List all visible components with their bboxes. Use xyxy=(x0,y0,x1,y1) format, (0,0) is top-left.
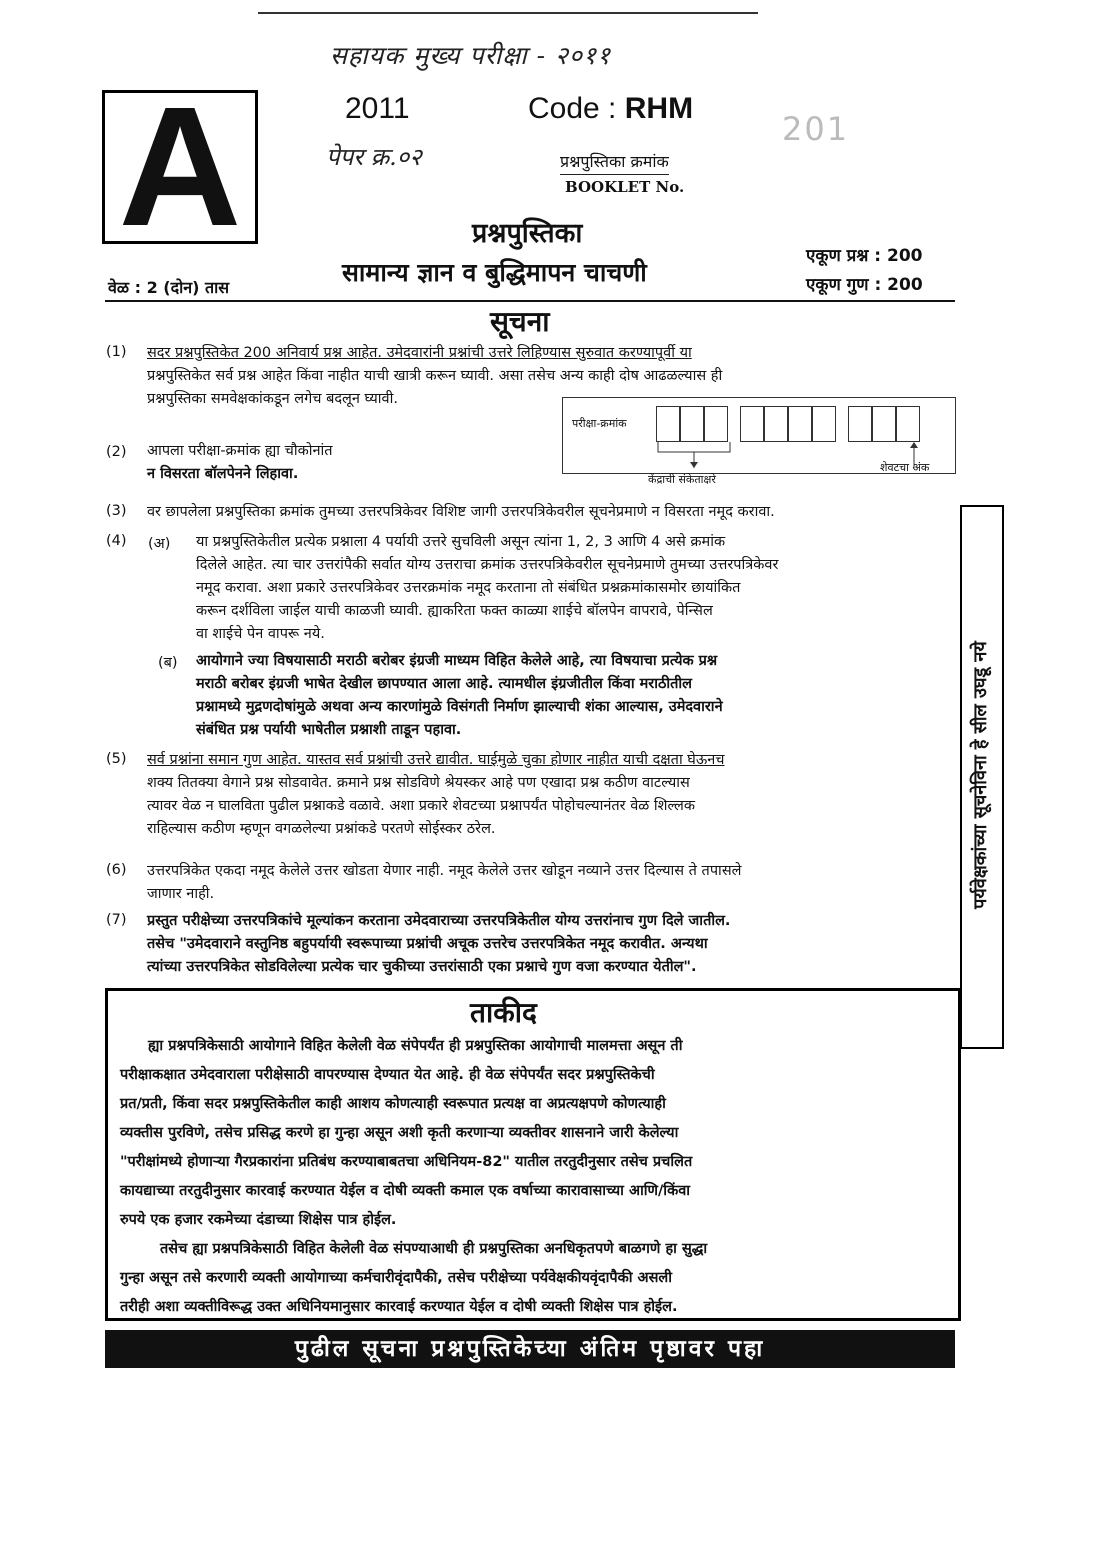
instruction-line: तसेच "उमेदवाराने वस्तुनिष्ठ बहुपर्यायी स्वरूपाच्या प्रश्नांची अचूक उत्तरेच उत्तरपत्रिकेत नमूद करावीत. अन्यथा xyxy=(147,936,708,952)
booklet-title: प्रश्नपुस्तिका xyxy=(472,218,583,249)
warning-heading: ताकीद xyxy=(470,996,537,1029)
warning-line: व्यक्तीस पुरविणे, तसेच प्रसिद्ध करणे हा गुन्हा असून अशी कृती करणाऱ्या व्यक्तीवर शासनाने जारी केलेल्या xyxy=(120,1125,679,1141)
instruction-line: सदर प्रश्नपुस्तिकेत 200 अनिवार्य प्रश्न आहेत. उमेदवारांनी प्रश्नांची उत्तरे लिहिण्यास सुरुवात करण्यापूर्वी या xyxy=(147,345,692,361)
total-marks: एकूण गुण : 200 xyxy=(806,275,923,295)
roll-digit-cell[interactable] xyxy=(848,406,872,442)
instruction-line: या प्रश्नपुस्तिकेतील प्रत्येक प्रश्नाला 4 पर्यायी उत्तरे सुचविली असून त्यांना 1, 2, 3 आणि 4 असे क्रमांक xyxy=(196,534,726,550)
instruction-5 xyxy=(147,749,957,841)
top-rule xyxy=(258,12,758,14)
exam-year: 2011 xyxy=(345,92,410,125)
warning-line: "परीक्षांमध्ये होणाऱ्या गैरप्रकारांना प्रतिबंध करण्याबाबतचा अधिनियम-82" यातील तरतुदीनुसार तसेच प्रचलित xyxy=(120,1154,693,1170)
instruction-line: उत्तरपत्रिकेत एकदा नमूद केलेले उत्तर खोडता येणार नाही. नमूद केलेले उत्तर खोडून नव्याने उत्तर दिल्यास ते तपासले xyxy=(147,863,742,879)
instruction-line: जाणार नाही. xyxy=(147,886,215,902)
warning-line: गुन्हा असून तसे करणारी व्यक्ती आयोगाच्या कर्मचारीवृंदापैकी, तसेच परीक्षेच्या पर्यवेक्षकीयवृंदापैकी असली xyxy=(120,1270,673,1286)
instruction-number: (3) xyxy=(106,503,127,519)
roll-digit-cell[interactable] xyxy=(764,406,788,442)
instruction-line: संबंधित प्रश्न पर्यायी भाषेतील प्रश्नाशी ताडून पहावा. xyxy=(196,722,462,738)
roll-digit-cell[interactable] xyxy=(896,406,920,442)
code-label: Code : xyxy=(528,92,617,125)
instruction-line: प्रस्तुत परीक्षेच्या उत्तरपत्रिकांचे मूल्यांकन करताना उमेदवाराच्या उत्तरपत्रिकेतील योग्य उत्तरांनाच गुण दिले जातील. xyxy=(147,913,731,929)
instruction-6 xyxy=(147,860,957,906)
warning-line: तसेच ह्या प्रश्नपत्रिकेसाठी विहित केलेली वेळ संपण्याआधी ही प्रश्नपुस्तिका अनधिकृतपणे बाळगणे हा सुद्धा xyxy=(160,1241,708,1257)
roll-digit-cell[interactable] xyxy=(812,406,836,442)
subject-title: सामान्य ज्ञान व बुद्धिमापन चाचणी xyxy=(342,258,647,287)
instruction-number: (1) xyxy=(106,344,127,360)
instruction-number: (2) xyxy=(106,444,127,460)
instruction-line: दिलेले आहेत. त्या चार उत्तरांपैकी सर्वात योग्य उत्तराचा क्रमांक उत्तरपत्रिकेवरील सूचनेप्रमाणे तुमच्या उत्तरपत्रिकेवर xyxy=(196,557,779,573)
instruction-7 xyxy=(147,910,957,979)
warning-line: प्रत/प्रती, किंवा सदर प्रश्नपुस्तिकेतील काही आशय कोणत्याही स्वरूपात प्रत्यक्ष वा अप्रत्यक्षपणे कोणत्याही xyxy=(120,1096,666,1112)
instruction-line: आयोगाने ज्या विषयासाठी मराठी बरोबर इंग्रजी माध्यम विहित केलेले आहे, त्या विषयाचा प्रत्येक प्रश्न xyxy=(196,653,718,669)
centre-code-label: केंद्राची संकेताक्षरे xyxy=(648,473,716,486)
instruction-line: वर छापलेला प्रश्नपुस्तिका क्रमांक तुमच्या उत्तरपत्रिकेवर विशिष्ट जागी उत्तरपत्रिकेवरील सूचनेप्रमाणे न विसरता नमूद करावा. xyxy=(147,504,775,520)
instruction-sub-number: (अ) xyxy=(148,536,171,552)
instruction-line: त्यावर वेळ न घालविता पुढील प्रश्नाकडे वळावे. अशा प्रकारे शेवटच्या प्रश्नापर्यंत पोहोचल्यानंतर वेळ शिल्लक xyxy=(147,798,696,814)
instructions-heading: सूचना xyxy=(490,305,550,338)
total-questions: एकूण प्रश्न : 200 xyxy=(806,246,923,266)
warning-line: तरीही अशा व्यक्तीविरूद्ध उक्त अधिनियमानुसार कारवाई करण्यात येईल व दोषी व्यक्ती शिक्षेस पात्र होईल. xyxy=(120,1299,678,1315)
warning-line: रुपये एक हजार रकमेच्या दंडाच्या शिक्षेस पात्र होईल. xyxy=(120,1212,397,1228)
warning-paragraph-1 xyxy=(120,1032,945,1322)
warning-line: कायद्याच्या तरतुदीनुसार कारवाई करण्यात येईल व दोषी व्यक्ती कमाल एक वर्षाच्या कारावासाच्या आणि/किंवा xyxy=(120,1183,691,1199)
roll-digit-cell[interactable] xyxy=(872,406,896,442)
handwritten-exam-title: सहायक मुख्य परीक्षा - २०११ xyxy=(330,41,611,70)
instruction-line: प्रश्नपुस्तिकेत सर्व प्रश्न आहेत किंवा नाहीत याची खात्री करून घ्यावी. असा तसेच अन्य काही दोष आढळल्यास ही xyxy=(147,368,723,384)
instruction-line: सर्व प्रश्नांना समान गुण आहेत. यास्तव सर्व प्रश्नांची उत्तरे द्यावीत. घाईमुळे चुका होणार नाहीत याची दक्षता घेऊनच xyxy=(147,752,725,768)
instruction-line: आपला परीक्षा-क्रमांक ह्या चौकोनांत xyxy=(147,443,333,459)
instruction-number: (6) xyxy=(106,862,127,878)
instruction-line: त्यांच्या उत्तरपत्रिकेत सोडविलेल्या प्रत्येक चार चुकीच्या उत्तरांसाठी एका प्रश्नाचे गुण वजा करण्यात येतील". xyxy=(147,959,697,975)
instruction-2 xyxy=(147,440,547,486)
seal-note-text: पर्यवेक्षकांच्या सूचनेविना हे सील उघडू नये xyxy=(970,641,991,909)
instruction-line: मराठी बरोबर इंग्रजी भाषेत देखील छापण्यात आला आहे. त्यामधील इंग्रजीतील किंवा मराठीतील xyxy=(196,676,693,692)
instruction-line: प्रश्नपुस्तिका समवेक्षकांकडून लगेच बदलून घ्यावी. xyxy=(147,391,398,407)
instruction-line: वा शाईचे पेन वापरू नये. xyxy=(196,626,325,642)
stamp-number: 201 xyxy=(782,110,850,148)
instruction-4a xyxy=(196,531,958,646)
roll-digit-cell[interactable] xyxy=(740,406,764,442)
roll-number-label: परीक्षा-क्रमांक xyxy=(572,417,627,430)
exam-time: वेळ : 2 (दोन) तास xyxy=(108,278,230,297)
roll-digit-cell[interactable] xyxy=(788,406,812,442)
roll-digit-cell[interactable] xyxy=(656,406,680,442)
instruction-line: नमूद करावा. अशा प्रकारे उत्तरपत्रिकेवर उत्तरक्रमांक नमूद करताना तो संबंधित प्रश्नक्रमांकासमोर छायांकित xyxy=(196,580,741,596)
instruction-4b xyxy=(196,650,958,742)
footer-banner: पुढील सूचना प्रश्नपुस्तिकेच्या अंतिम पृष्ठावर पहा xyxy=(105,1330,955,1368)
booklet-label-english: BOOKLET No. xyxy=(565,178,685,196)
booklet-label-marathi: प्रश्नपुस्तिका क्रमांक xyxy=(560,150,669,175)
instruction-number: (5) xyxy=(106,751,127,767)
instruction-number: (4) xyxy=(106,533,127,549)
instruction-line: प्रश्नामध्ये मुद्रणदोषांमुळे अथवा अन्य कारणांमुळे विसंगती निर्माण झाल्याची शंका आल्यास, उमेदवाराने xyxy=(196,699,723,715)
instruction-3 xyxy=(147,501,957,524)
exam-code xyxy=(528,92,693,126)
warning-line: ह्या प्रश्नपत्रिकेसाठी आयोगाने विहित केलेली वेळ संपेपर्यंत ही प्रश्नपुस्तिका आयोगाची मालमत्ता असून ती xyxy=(148,1038,683,1054)
instruction-line: न विसरता बॉलपेनने लिहावा. xyxy=(147,466,299,482)
roll-digit-cell[interactable] xyxy=(704,406,728,442)
instruction-sub-number: (ब) xyxy=(158,655,178,671)
code-value: RHM xyxy=(624,92,694,125)
warning-line: परीक्षाकक्षात उमेदवाराला परीक्षेसाठी वापरण्यास देण्यात येत आहे. ही वेळ संपेपर्यंत सदर प्रश्नपुस्तिकेची xyxy=(120,1067,655,1083)
roll-digit-cell[interactable] xyxy=(680,406,704,442)
paper-number: पेपर क्र.०२ xyxy=(326,143,422,171)
last-digit-label: शेवटचा अंक xyxy=(880,461,930,474)
instruction-line: करून दर्शविला जाईल याची काळजी घ्यावी. ह्याकरिता फक्त काळ्या शाईचे बॉलपेन वापरावे, पेन्सिल xyxy=(196,603,713,619)
instruction-number: (7) xyxy=(106,912,127,928)
instruction-line: शक्य तितक्या वेगाने प्रश्न सोडवावेत. क्रमाने प्रश्न सोडविणे श्रेयस्कर आहे पण एखादा प्रश्न कठीण वाटल्यास xyxy=(147,775,690,791)
series-letter-box: A xyxy=(102,90,258,244)
instruction-line: राहिल्यास कठीण म्हणून वगळलेल्या प्रश्नांकडे परतणे सोईस्कर ठरेल. xyxy=(147,821,496,837)
